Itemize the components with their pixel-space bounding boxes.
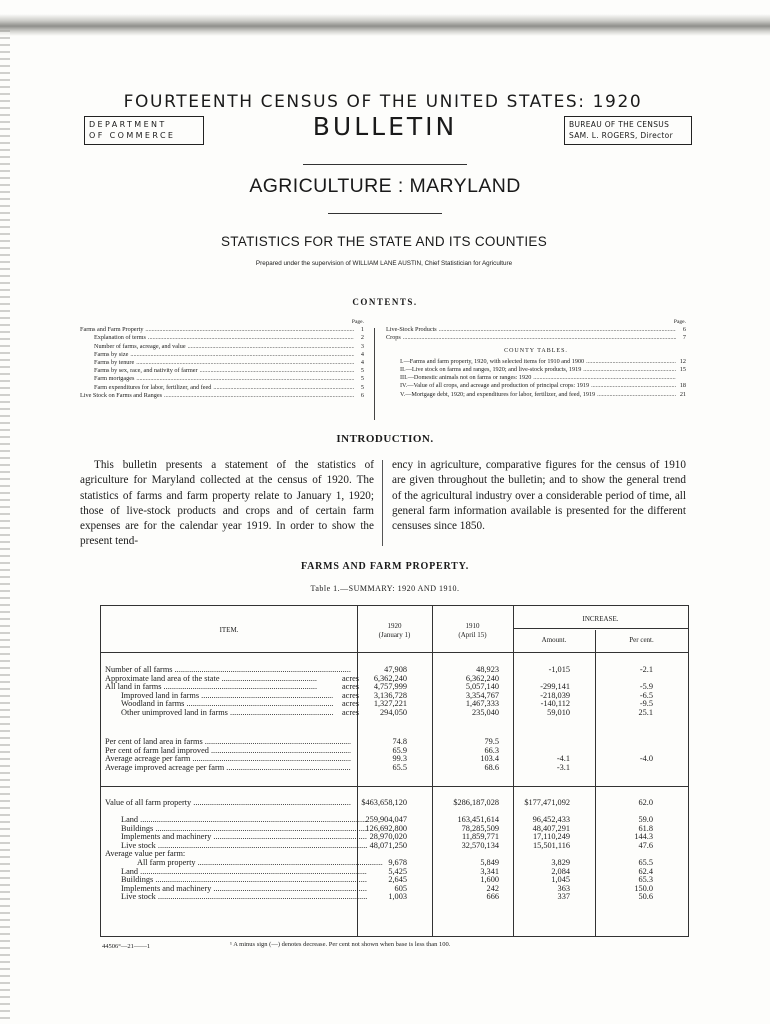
row-label: Average acreage per farm ..... — [105, 754, 351, 763]
row-label: Woodland in farms ..... — [105, 699, 333, 708]
header-1910-year: 1910 — [465, 622, 480, 630]
value-1920: 28,970,020 — [369, 832, 407, 842]
row-label: Number of all farms ..... — [105, 665, 351, 674]
value-1920: 126,692,800 — [365, 823, 407, 833]
contents-entry — [386, 366, 686, 374]
county-tables-heading: COUNTY TABLES. — [504, 347, 568, 354]
increase-amount: -140,112 — [540, 699, 570, 709]
row-label: Per cent of farm land improved ..... — [105, 746, 351, 755]
increase-percent: -9.5 — [639, 699, 653, 709]
contents-entry — [80, 375, 364, 383]
table-section-rule — [101, 786, 688, 787]
contents-entry-title: Farms and Farm Property — [80, 326, 144, 334]
contents-entry — [386, 334, 686, 342]
table-row — [101, 892, 688, 901]
contents-entry — [386, 391, 686, 399]
row-label: Approximate land area of the state ..... — [105, 674, 317, 683]
contents-entry-page: 4 — [360, 350, 364, 358]
contents-leader-dots — [583, 366, 676, 374]
contents-entry-page: 5 — [360, 367, 364, 375]
value-1910: 6,362,240 — [465, 673, 499, 683]
header-item: ITEM. — [219, 626, 239, 634]
prepared-by-line: Prepared under the supervision of WILLIAM LANE AUSTIN, Chief Statistician for Agriculture — [255, 260, 513, 267]
contents-entry — [80, 384, 364, 392]
introduction-column-1: This bulletin presents a statement of the statistics of agriculture for Maryland collected at the census of 1920. The statistics of farms and farm property relate to January 1, 1920; those of live-stock products and crops and of certain farm expenses are for the calendar year 1919. In order to show the present tend- — [80, 459, 374, 548]
increase-amount: 3,829 — [551, 858, 570, 867]
contents-leader-dots — [164, 392, 354, 400]
farms-section-heading: FARMS AND FARM PROPERTY. — [300, 561, 470, 572]
value-1920: 294,050 — [380, 708, 407, 717]
value-1920: 65.5 — [392, 762, 407, 772]
header-percent: Per cent. — [629, 636, 654, 644]
increase-percent: -6.5 — [639, 690, 653, 700]
increase-percent: -5.9 — [639, 682, 653, 692]
contents-entry-title: III.—Domestic animals not on farms or ranges: 1920 — [400, 374, 532, 382]
contents-leader-dots — [148, 334, 354, 342]
bureau-line-2: SAM. L. ROGERS, Director — [569, 131, 673, 140]
value-1910: 666 — [486, 892, 499, 902]
header-1920-year: 1920 — [387, 622, 402, 630]
contents-leader-dots — [136, 375, 354, 383]
contents-entry — [80, 392, 364, 400]
increase-amount: 59,010 — [547, 708, 570, 717]
row-label: Buildings ..... — [105, 875, 367, 884]
value-1920: 47,908 — [384, 665, 407, 674]
value-1920: 1,327,221 — [373, 699, 407, 709]
increase-percent: 61.8 — [638, 823, 653, 833]
increase-amount: 363 — [557, 883, 570, 893]
contents-entry — [80, 359, 364, 367]
contents-entry-page: 21 — [679, 390, 686, 398]
contents-leader-dots — [439, 326, 676, 334]
increase-amount: 48,407,291 — [532, 823, 570, 833]
scan-binding-edge — [0, 30, 10, 1024]
contents-entry-page: 7 — [682, 334, 686, 342]
increase-percent: 47.6 — [638, 840, 653, 850]
contents-entry-title: Farms by size — [94, 350, 129, 358]
value-1920: 259,904,047 — [365, 815, 407, 824]
value-1910: 48,923 — [476, 665, 499, 674]
introduction-heading: INTRODUCTION. — [336, 433, 434, 445]
row-label: Implements and machinery ..... — [105, 832, 367, 841]
header-1920 — [357, 622, 432, 639]
value-1920: 6,362,240 — [373, 673, 407, 683]
row-unit: acres — [341, 699, 359, 709]
increase-amount: 17,110,249 — [532, 832, 570, 842]
increase-percent: 25.1 — [638, 708, 653, 717]
table-caption: Table 1.—SUMMARY: 1920 AND 1910. — [310, 584, 460, 593]
contents-entry-page: 5 — [360, 383, 364, 391]
value-1910: 1,600 — [480, 875, 499, 885]
increase-amount: 15,501,116 — [532, 840, 570, 850]
increase-amount: 1,045 — [551, 875, 570, 885]
value-1910: 11,859,771 — [461, 832, 499, 842]
contents-leader-dots — [586, 358, 676, 366]
value-1920: 3,136,728 — [373, 690, 407, 700]
table-row — [101, 798, 688, 807]
value-1910: 79.5 — [484, 737, 499, 746]
increase-percent: 65.5 — [638, 858, 653, 867]
value-1910: 235,040 — [472, 708, 499, 717]
contents-divider — [374, 328, 375, 420]
contents-entry — [80, 334, 364, 342]
increase-percent: 59.0 — [638, 815, 653, 824]
value-1910: 68.6 — [484, 762, 499, 772]
contents-entry-title: Number of farms, acreage, and value — [94, 342, 186, 350]
scan-top-band — [0, 14, 770, 36]
contents-entry — [386, 358, 686, 366]
increase-percent: 150.0 — [634, 883, 653, 893]
value-1920: 2,645 — [388, 875, 407, 885]
value-1920: 1,003 — [388, 892, 407, 902]
row-unit: acres — [341, 690, 359, 700]
increase-amount: 337 — [557, 892, 570, 902]
value-1910: 242 — [486, 883, 499, 893]
page-column-label: Page. — [351, 319, 364, 325]
value-1910: 5,057,140 — [465, 682, 499, 692]
table-increase-rule — [513, 628, 688, 629]
contents-entry-title: Farms by sex, race, and nativity of farmer — [94, 367, 198, 375]
value-1920: 605 — [394, 883, 407, 893]
contents-entry-title: Farm expenditures for labor, fertilizer, and feed — [94, 383, 212, 391]
value-1910: 1,467,333 — [465, 699, 499, 709]
row-unit: acres — [341, 708, 359, 717]
contents-entry-title: Live-Stock Products — [386, 326, 437, 334]
contents-entry — [80, 326, 364, 334]
print-imprint: 44506°—21——1 — [102, 943, 151, 950]
row-label: Land ..... — [105, 867, 367, 876]
row-label: Live stock ..... — [105, 892, 367, 901]
header-amount: Amount. — [541, 636, 567, 644]
contents-entry — [386, 374, 686, 382]
introduction-divider — [382, 460, 383, 546]
row-label: Average improved acreage per farm ..... — [105, 763, 351, 772]
header-increase: INCREASE. — [582, 615, 619, 623]
masthead-title: FOURTEENTH CENSUS OF THE UNITED STATES: 1920 — [123, 92, 643, 112]
value-1920: 9,678 — [388, 858, 407, 867]
contents-heading: CONTENTS. — [352, 297, 418, 307]
value-1910: 5,849 — [480, 858, 499, 867]
contents-leader-dots — [591, 382, 676, 390]
title-rule-bottom — [328, 213, 442, 214]
bulletin-title: BULLETIN — [312, 112, 458, 141]
contents-left-column — [80, 318, 364, 400]
contents-entry-title: IV.—Value of all crops, and acreage and production of principal crops: 1919 — [400, 382, 590, 390]
contents-leader-dots — [403, 334, 676, 342]
value-1920: 48,071,250 — [369, 840, 407, 850]
contents-entry-page: 6 — [682, 326, 686, 334]
contents-entry-title: Farms by tenure — [94, 359, 135, 367]
department-box — [84, 116, 204, 145]
summary-table — [100, 605, 689, 937]
value-1910: 3,341 — [480, 866, 499, 876]
increase-amount: -3.1 — [556, 762, 570, 772]
value-1910: 32,570,134 — [461, 840, 499, 850]
contents-entry — [80, 351, 364, 359]
bureau-box — [564, 116, 692, 145]
increase-percent: 62.0 — [638, 798, 653, 807]
increase-amount: 2,084 — [551, 866, 570, 876]
value-1910: 78,285,509 — [461, 823, 499, 833]
contents-entry-page: 15 — [679, 366, 686, 374]
value-1910: 163,451,614 — [457, 815, 499, 824]
contents-leader-dots — [188, 343, 354, 351]
value-1910: 103.4 — [480, 754, 499, 764]
increase-amount: -218,039 — [540, 690, 570, 700]
table-header-rule — [101, 652, 688, 653]
row-label: All land in farms ..... — [105, 682, 317, 691]
increase-percent: -2.1 — [639, 665, 653, 674]
contents-entry-title: Farm mortgages — [94, 375, 135, 383]
contents-entry-title: Explanation of terms — [94, 334, 146, 342]
department-line-1: DEPARTMENT — [89, 120, 167, 129]
contents-entry-page: 5 — [360, 375, 364, 383]
contents-entry — [80, 367, 364, 375]
contents-right-column — [386, 318, 686, 399]
contents-entry-title: Crops — [386, 334, 401, 342]
value-1920: 5,425 — [388, 866, 407, 876]
row-label: Improved land in farms ..... — [105, 691, 333, 700]
row-label: Land ..... — [105, 815, 367, 824]
contents-leader-dots — [130, 351, 354, 359]
value-1920: 4,757,999 — [373, 682, 407, 692]
row-label: Per cent of land area in farms ..... — [105, 737, 351, 746]
contents-entry-title: I.—Farms and farm property, 1920, with selected items for 1910 and 1900 — [400, 357, 585, 365]
row-label: Average value per farm: — [105, 849, 186, 859]
row-unit: acres — [341, 682, 359, 692]
contents-entry — [386, 382, 686, 390]
increase-percent: 62.4 — [638, 866, 653, 876]
value-1920: 99.3 — [392, 754, 407, 764]
row-unit: acres — [341, 673, 359, 683]
introduction-column-2: ency in agriculture, comparative figures for the census of 1910 are given throughout the bulletin; and to show the general trend of the agricultural industry over a considerable period of time, all general farm information available is presented for the different censuses since 1850. — [392, 459, 686, 533]
bureau-line-1: BUREAU OF THE CENSUS — [569, 120, 670, 129]
row-label: Implements and machinery ..... — [105, 884, 367, 893]
header-1910-date: (April 15) — [458, 630, 487, 639]
increase-percent: 50.6 — [638, 892, 653, 902]
value-1910: $286,187,028 — [453, 798, 499, 807]
increase-percent: 144.3 — [634, 832, 653, 842]
increase-amount: 96,452,433 — [532, 815, 570, 824]
contents-entry-title: Live Stock on Farms and Ranges — [80, 391, 162, 399]
statistics-heading: STATISTICS FOR THE STATE AND ITS COUNTIES — [220, 234, 548, 249]
value-1920: 74.8 — [392, 737, 407, 746]
value-1920: $463,658,120 — [361, 798, 407, 807]
contents-leader-dots — [145, 326, 354, 334]
table-row — [101, 708, 688, 717]
header-1910 — [432, 622, 513, 639]
increase-amount: $177,471,092 — [524, 798, 570, 807]
row-label: Value of all farm property ..... — [105, 798, 351, 807]
row-label: Live stock ..... — [105, 841, 367, 850]
contents-entry-page: 4 — [360, 359, 364, 367]
contents-entry-page: 18 — [679, 382, 686, 390]
value-1910: 66.3 — [484, 745, 499, 755]
contents-entry-page: 2 — [360, 334, 364, 342]
contents-entry-page — [678, 374, 686, 382]
increase-percent: 65.3 — [638, 875, 653, 885]
row-label: Other unimproved land in farms ..... — [105, 708, 333, 717]
contents-leader-dots — [533, 374, 676, 382]
contents-entry-title: V.—Mortgage debt, 1920; and expenditures for labor, fertilizer, and feed, 1919 — [400, 390, 596, 398]
contents-leader-dots — [200, 367, 354, 375]
increase-percent: -4.0 — [639, 754, 653, 764]
contents-leader-dots — [213, 384, 354, 392]
title-rule-top — [303, 164, 467, 165]
contents-leader-dots — [597, 391, 676, 399]
header-1920-date: (January 1) — [378, 630, 411, 639]
row-label: Buildings ..... — [105, 824, 367, 833]
contents-entry-page: 6 — [360, 391, 364, 399]
value-1920: 65.9 — [392, 745, 407, 755]
contents-leader-dots — [136, 359, 354, 367]
table-footnote: ¹ A minus sign (—) denotes decrease. Per cent not shown when base is less than 100. — [230, 941, 451, 948]
contents-entry — [386, 326, 686, 334]
contents-entry-page: 3 — [360, 342, 364, 350]
value-1910: 3,354,767 — [465, 690, 499, 700]
table-row — [101, 763, 688, 772]
department-line-2: OF COMMERCE — [89, 131, 176, 140]
row-label: All farm property ..... — [105, 858, 383, 867]
contents-entry-page: 1 — [360, 326, 364, 334]
contents-entry-title: II.—Live stock on farms and ranges, 1920; and live-stock products, 1919 — [400, 366, 582, 374]
agriculture-heading: AGRICULTURE : MARYLAND — [249, 175, 521, 197]
increase-amount: -4.1 — [556, 754, 570, 764]
contents-entry — [80, 343, 364, 351]
contents-entry-page: 12 — [679, 357, 686, 365]
increase-amount: -299,141 — [540, 682, 570, 692]
increase-amount: -1,015 — [548, 665, 570, 674]
page-column-label-right: Page. — [673, 319, 686, 325]
